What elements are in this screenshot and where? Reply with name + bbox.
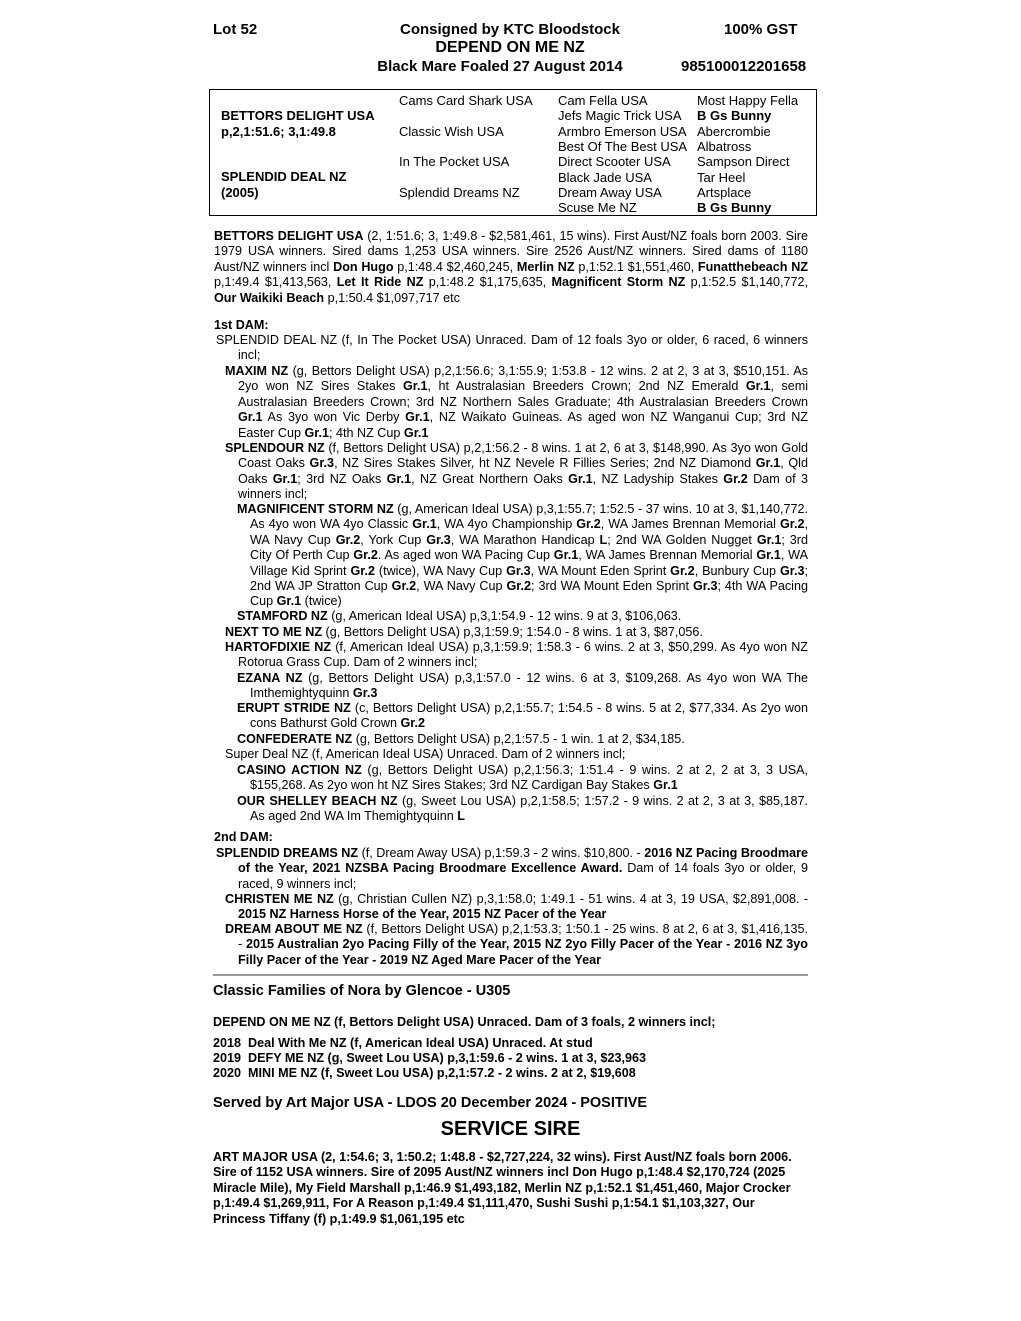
pedigree-g3: Sampson Direct (697, 154, 790, 169)
pedigree-g2: Black Jade USA (558, 170, 652, 185)
first-dam-heading: 1st DAM: (214, 318, 269, 332)
service-sire-summary: ART MAJOR USA (2, 1:54.6; 3, 1:50.2; 1:48.8 - $2,727,224, 32 wins). First Aust/NZ foals born 2006. Sire of 1152 USA winners. Sire of 2095 Aust/NZ winners incl Don Hugo p,1:48.4 $2,170,724 (2025 Miracle Mile), My Field Marshall p,1:46.9 $1,493,182, Merlin NZ p,1:52.1 $1,451,460, Major Crocker p,1:49.4 $1,269,911, For A Reason p,1:49.4 $1,111,470, Sushi Sushi p,1:54.1 $1,103,327, Our Princess Tiffany (f) p,1:49.9 $1,061,195 etc (213, 1150, 792, 1226)
pedigree-g2: Cam Fella USA (558, 93, 648, 108)
pedigree-g2: Dream Away USA (558, 185, 662, 200)
pedigree-g3: B Gs Bunny (697, 108, 772, 123)
progeny-entry: CHRISTEN ME NZ (g, Christian Cullen NZ) p,3,1:58.0; 1:49.1 - 51 wins. 4 at 3, 19 USA, $2,891,008. - 2015 NZ Harness Horse of the Year, 2015 NZ Pacer of the Year (225, 892, 808, 922)
pedigree-g1: Classic Wish USA (399, 124, 504, 139)
pedigree-g3: Abercrombie (697, 124, 771, 139)
served-by-line: Served by Art Major USA - LDOS 20 December 2024 - POSITIVE (213, 1095, 648, 1111)
pedigree-g2: Jefs Magic Trick USA (558, 108, 682, 123)
progeny-entry: CONFEDERATE NZ (g, Bettors Delight USA) p,2,1:57.5 - 1 win. 1 at 2, $34,185. (237, 732, 685, 746)
pedigree-g2: Best Of The Best USA (558, 139, 688, 154)
pedigree-g3: Tar Heel (697, 170, 746, 185)
produce-row: 2018 Deal With Me NZ (f, American Ideal USA) Unraced. At stud (213, 1036, 593, 1050)
progeny-entry: MAXIM NZ (g, Bettors Delight USA) p,2,1:56.6; 3,1:55.9; 1:53.8 - 12 wins. 2 at 2, 3 at 3, $510,151. As 2yo won NZ Sires Stakes Gr.1, ht Australasian Breeders Crown; 2nd NZ Emerald Gr.1, semi Australasian Breeders Crown; 3rd NZ Northern Sales Graduate; 4th Australasian Breeders Crown Gr.1 As 3yo won Vic Derby Gr.1, NZ Waikato Guineas. As aged won NZ Wanganui Cup; 3rd NZ Easter Cup Gr.1; 4th NZ Cup Gr.1 (225, 364, 809, 440)
progeny-entry: SPLENDOUR NZ (f, Bettors Delight USA) p,2,1:56.2 - 8 wins. 1 at 2, 6 at 3, $148,990. As 3yo won Gold Coast Oaks Gr.3, NZ Sires Stakes Silver, ht NZ Nevele R Fillies Series; 2nd NZ Diamond Gr.1, Qld Oaks Gr.1; 3rd NZ Oaks Gr.1, NZ Great Northern Oaks Gr.1, NZ Ladyship Stakes Gr.2 Dam of 3 winners incl; (225, 441, 809, 502)
pedigree-g3: Most Happy Fella (697, 93, 799, 108)
pedigree-g3: B Gs Bunny (697, 200, 772, 215)
consignor: Consigned by KTC Bloodstock (399, 21, 620, 38)
pedigree-g1: Cams Card Shark USA (399, 93, 533, 108)
gst-status: 100% GST (724, 21, 798, 38)
pedigree-g1: Splendid Dreams NZ (399, 185, 520, 200)
progeny-entry: OUR SHELLEY BEACH NZ (g, Sweet Lou USA) p,2,1:58.5; 1:57.2 - 9 wins. 2 at 2, 3 at 3, $85,187. As aged 2nd WA Im Themightyquinn L (237, 794, 808, 824)
pedigree-sire: BETTORS DELIGHT USA (221, 108, 375, 123)
progeny-entry: Super Deal NZ (f, American Ideal USA) Unraced. Dam of 2 winners incl; (225, 747, 626, 761)
produce-intro: DEPEND ON ME NZ (f, Bettors Delight USA) Unraced. Dam of 3 foals, 2 winners incl; (213, 1015, 716, 1029)
family-heading: Classic Families of Nora by Glencoe - U305 (213, 983, 511, 999)
pedigree-sire-record: p,2,1:51.6; 3,1:49.8 (221, 124, 336, 139)
pedigree-g2: Scuse Me NZ (558, 200, 637, 215)
pedigree-g3: Artsplace (697, 185, 752, 200)
progeny-entry: ERUPT STRIDE NZ (c, Bettors Delight USA) p,2,1:55.7; 1:54.5 - 8 wins. 5 at 2, $77,334. As 2yo won cons Bathurst Gold Crown Gr.2 (237, 701, 808, 731)
progeny-entry: MAGNIFICENT STORM NZ (g, American Ideal USA) p,3,1:55.7; 1:52.5 - 37 wins. 10 at 3, $1,140,772. As 4yo won WA 4yo Classic Gr.1, WA 4yo Championship Gr.2, WA James Brennan Memorial Gr.2, WA Navy Cup Gr.2, York Cup Gr.3, WA Marathon Handicap L; 2nd WA Golden Nugget Gr.1; 3rd City Of Perth Cup Gr.2. As aged won WA Pacing Cup Gr.1, WA James Brennan Memorial Gr.1, WA Village Kid Sprint Gr.2 (twice), WA Navy Cup Gr.3, WA Mount Eden Sprint Gr.2, Bunbury Cup Gr.3; 2nd WA JP Stratton Cup Gr.2, WA Navy Cup Gr.2; 3rd WA Mount Eden Sprint Gr.3; 4th WA Pacing Cup Gr.1 (twice) (237, 502, 808, 609)
service-sire-heading: SERVICE SIRE (440, 1118, 581, 1140)
microchip-number: 985100012201658 (681, 58, 807, 75)
progeny-entry: STAMFORD NZ (g, American Ideal USA) p,3,1:54.9 - 12 wins. 9 at 3, $106,063. (237, 609, 682, 623)
progeny-entry: HARTOFDIXIE NZ (f, American Ideal USA) p,3,1:59.9; 1:58.3 - 6 wins. 2 at 3, $50,299. As 4yo won NZ Rotorua Grass Cup. Dam of 2 winners incl; (225, 640, 808, 670)
first-dam-entry: SPLENDID DEAL NZ (f, In The Pocket USA) Unraced. Dam of 12 foals 3yo or older, 6 raced, 6 winners incl; (216, 333, 808, 363)
sire-summary: BETTORS DELIGHT USA (2, 1:51.6; 3, 1:49.8 - $2,581,461, 15 wins). First Aust/NZ foals born 2003. Sire 1979 USA winners. Sired dams 1,253 USA winners. Sire 2526 Aust/NZ winners. Sired dams of 1180 Aust/NZ winners incl Don Hugo p,1:48.4 $2,460,245, Merlin NZ p,1:52.1 $1,551,460, Funatthebeach NZ p,1:49.4 $1,413,563, Let It Ride NZ p,1:48.2 $1,175,635, Magnificent Storm NZ p,1:52.5 $1,140,772, Our Waikiki Beach p,1:50.4 $1,097,717 etc (214, 229, 809, 305)
horse-name: DEPEND ON ME NZ (435, 39, 585, 56)
pedigree-g3: Albatross (697, 139, 752, 154)
produce-row: 2020 MINI ME NZ (f, Sweet Lou USA) p,2,1:57.2 - 2 wins. 2 at 2, $19,608 (213, 1066, 636, 1080)
horse-description: Black Mare Foaled 27 August 2014 (377, 58, 623, 75)
progeny-entry: DREAM ABOUT ME NZ (f, Bettors Delight USA) p,2,1:53.3; 1:50.1 - 25 wins. 8 at 2, 6 at 3, $1,416,135. - 2015 Australian 2yo Pacing Filly of the Year, 2015 NZ 2yo Filly Pacer of the Year - 2016 NZ 3yo Filly Pacer of the Year - 2019 NZ Aged Mare Pacer of the Year (225, 922, 809, 967)
lot-number: Lot 52 (213, 21, 258, 38)
progeny-entry: NEXT TO ME NZ (g, Bettors Delight USA) p,3,1:59.9; 1:54.0 - 8 wins. 1 at 3, $87,056. (225, 625, 703, 639)
pedigree-dam: SPLENDID DEAL NZ (221, 169, 347, 184)
pedigree-g1: In The Pocket USA (399, 154, 510, 169)
pedigree-g2: Armbro Emerson USA (558, 124, 687, 139)
section-divider (213, 974, 808, 976)
progeny-entry: EZANA NZ (g, Bettors Delight USA) p,3,1:57.0 - 12 wins. 6 at 3, $109,268. As 4yo won WA The Imthemightyquinn Gr.3 (237, 671, 808, 701)
produce-row: 2019 DEFY ME NZ (g, Sweet Lou USA) p,3,1:59.6 - 2 wins. 1 at 3, $23,963 (213, 1051, 647, 1065)
second-dam-entry: SPLENDID DREAMS NZ (f, Dream Away USA) p,1:59.3 - 2 wins. $10,800. - 2016 NZ Pacing Broodmare of the Year, 2021 NZSBA Pacing Broodmare Excellence Award. Dam of 14 foals 3yo or older, 9 raced, 9 winners incl; (216, 846, 808, 891)
pedigree-dam-year: (2005) (221, 185, 259, 200)
pedigree-g2: Direct Scooter USA (558, 154, 671, 169)
progeny-entry: CASINO ACTION NZ (g, Bettors Delight USA) p,2,1:56.3; 1:51.4 - 9 wins. 2 at 2, 2 at 3, 3 USA, $155,268. As 2yo won ht NZ Sires Stakes; 3rd NZ Cardigan Bay Stakes Gr.1 (237, 763, 808, 793)
second-dam-heading: 2nd DAM: (214, 830, 273, 844)
